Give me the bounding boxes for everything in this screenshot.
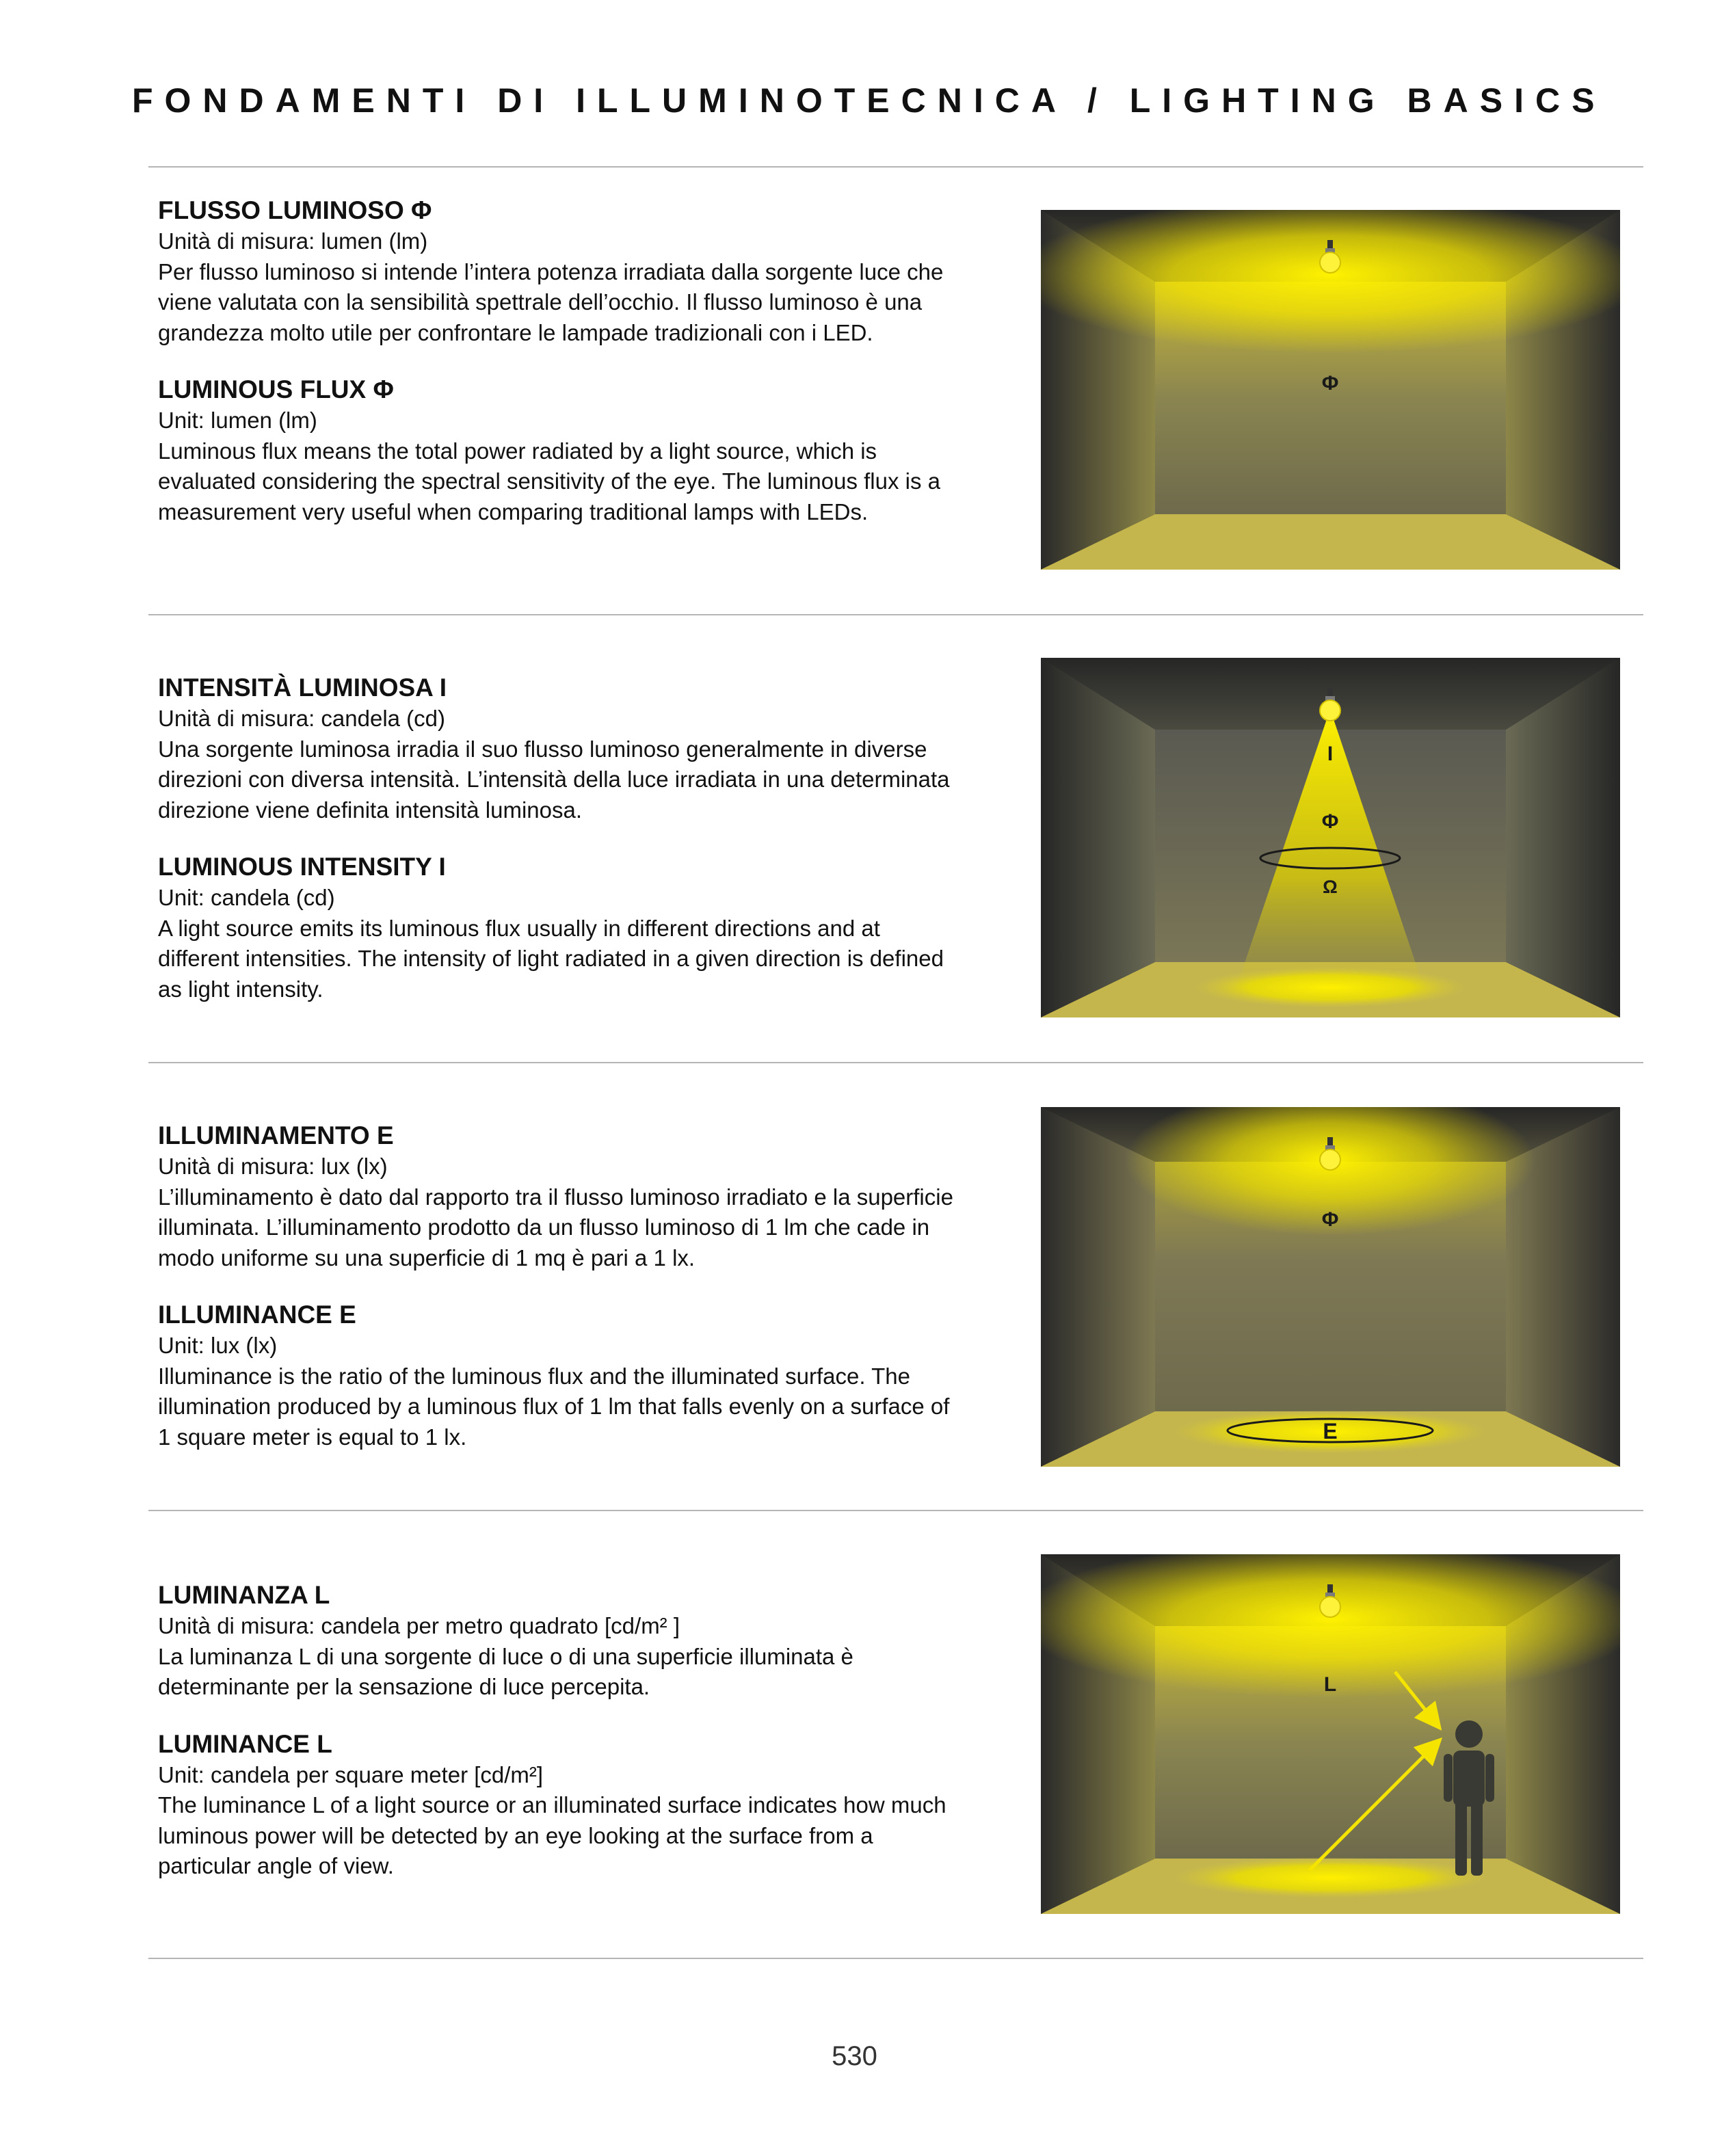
divider: [148, 614, 1643, 615]
light-spot: [1173, 1857, 1487, 1898]
phi-label: Φ: [1321, 372, 1339, 395]
en-body: Luminous flux means the total power radiated by a light source, which is evaluated considering the spectral sensitivity of the eye. The luminous flux is a measurement very useful when comparing traditional lamps with LEDs.: [158, 438, 941, 524]
luminance-figure: [1041, 1554, 1620, 1914]
en-heading: ILLUMINANCE E: [158, 1301, 356, 1329]
it-unit: Unità di misura: candela (cd): [158, 706, 446, 731]
light-glow: [1041, 210, 1620, 354]
en-heading: LUMINOUS INTENSITY I: [158, 853, 446, 881]
room-illustration: [1041, 210, 1620, 570]
en-unit: Unit: lumen (lm): [158, 408, 317, 433]
room-illustration: [1041, 658, 1620, 1017]
section-text: [158, 672, 965, 1004]
omega-label: Ω: [1323, 877, 1338, 897]
en-body: Illuminance is the ratio of the luminous flux and the illuminated surface. The illumination produced by a luminous flux of 1 lm that falls evenly on a surface of 1 square meter is equal to 1 lx.: [158, 1363, 950, 1450]
it-body: Una sorgente luminosa irradia il suo flusso luminoso generalmente in diverse direzioni con diversa intensità. L’intensità della luce irradiata in una determinata direzione viene definita intensità luminosa.: [158, 736, 950, 823]
phi-label: Φ: [1321, 810, 1339, 833]
room-illustration: [1041, 1554, 1620, 1914]
intensity-label: I: [1327, 743, 1334, 765]
it-body: La luminanza L di una sorgente di luce o di una superficie illuminata è determinante per la sensazione di luce percepita.: [158, 1643, 853, 1699]
room-illustration: [1041, 1107, 1620, 1467]
it-heading: ILLUMINAMENTO E: [158, 1121, 394, 1149]
section-text: [158, 1120, 965, 1452]
it-body: Per flusso luminoso si intende l’intera potenza irradiata dalla sorgente luce che viene valutata con la sensibilità spettrale dell’occhio. Il flusso luminoso è una grandezza molto utile per confrontare le lampade tradizionali con i LED.: [158, 258, 944, 345]
it-unit: Unità di misura: candela per metro quadrato [cd/m² ]: [158, 1613, 680, 1638]
en-heading: LUMINANCE L: [158, 1729, 332, 1758]
illuminance-figure: [1041, 1107, 1620, 1467]
phi-label: Φ: [1321, 1208, 1339, 1231]
it-unit: Unità di misura: lux (lx): [158, 1154, 388, 1179]
it-heading: FLUSSO LUMINOSO Φ: [158, 196, 432, 224]
luminance-label: L: [1323, 1673, 1337, 1696]
section-text: [158, 1580, 965, 1882]
it-heading: INTENSITÀ LUMINOSA I: [158, 674, 447, 702]
divider: [148, 166, 1643, 168]
luminous-intensity-figure: [1041, 658, 1620, 1017]
en-body: The luminance L of a light source or an illuminated surface indicates how much luminous power will be detected by an eye looking at the surface from a particular angle of view.: [158, 1792, 946, 1878]
page-title: FONDAMENTI DI ILLUMINOTECNICA / LIGHTING BASICS: [132, 81, 1606, 120]
en-unit: Unit: lux (lx): [158, 1333, 278, 1358]
light-spot: [1193, 967, 1467, 1008]
it-heading: LUMINANZA L: [158, 1581, 330, 1609]
it-unit: Unità di misura: lumen (lm): [158, 228, 428, 254]
it-body: L’illuminamento è dato dal rapporto tra il flusso luminoso irradiato e la superficie illuminata. L’illuminamento prodotto da un flusso luminoso di 1 lm che cade in modo uniforme su una superficie di 1 mq è pari a 1 lx.: [158, 1184, 953, 1270]
en-body: A light source emits its luminous flux usually in different directions and at different intensities. The intensity of light radiated in a given direction is defined as light intensity.: [158, 915, 944, 1002]
en-heading: LUMINOUS FLUX Φ: [158, 375, 394, 403]
page-number: 530: [832, 2041, 877, 2071]
en-unit: Unit: candela per square meter [cd/m²]: [158, 1761, 544, 1787]
divider: [148, 1958, 1643, 1959]
divider: [148, 1062, 1643, 1063]
luminous-flux-figure: [1041, 210, 1620, 570]
en-unit: Unit: candela (cd): [158, 885, 335, 910]
divider: [148, 1510, 1643, 1511]
illuminance-label: E: [1323, 1419, 1338, 1443]
section-text: [158, 195, 965, 527]
